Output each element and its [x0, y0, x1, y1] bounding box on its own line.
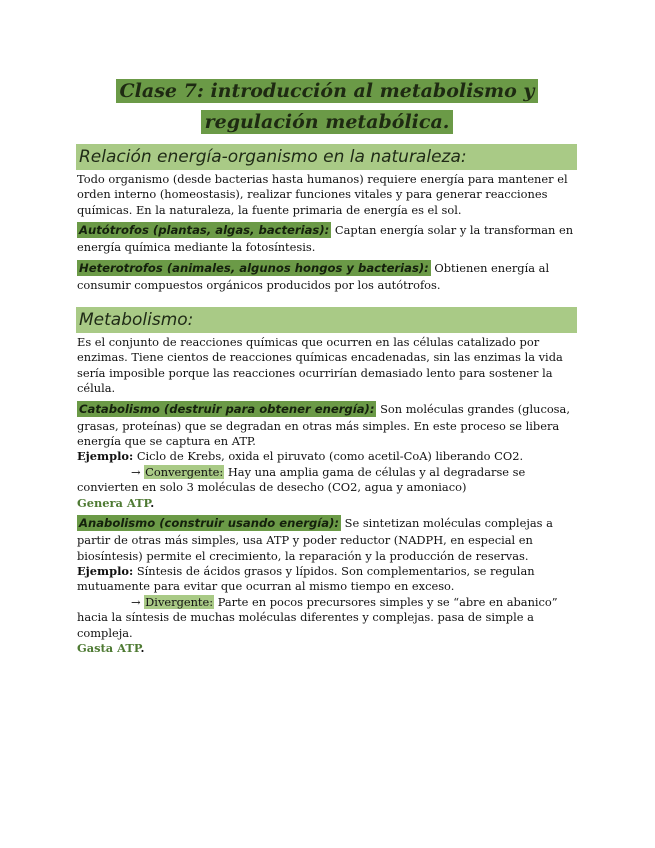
text-heterotrofos: Obtienen energía al consumir compuestos orgánicos producidos por los autótrofos.	[77, 260, 550, 292]
document-page	[77, 76, 577, 656]
term-anabolismo: Anabolismo (construir usando energía):	[79, 516, 340, 531]
section-heading-energia: Relación energía-organismo en la naturaleza:	[76, 144, 577, 170]
paragraph-energia-intro: Todo organismo (desde bacterias hasta humanos) requiere energía para mantener el orden interno (homeostasis), realizar funciones vitales y para generar reacciones químicas. En la naturaleza, la fuente primaria de energía es el sol.	[77, 172, 568, 217]
paragraph-metabolismo-intro: Es el conjunto de reacciones químicas que ocurren en las células catalizado por enzimas. Tiene cientos de reacciones químicas encadenadas, sin las enzimas la vida sería imposible porque las reacciones ocurrirían demasiado lento para sostener la célula.	[77, 335, 563, 396]
title-text: Clase 7: introducción al metabolismo y regulación metabólica.	[116, 79, 539, 134]
label-convergente: Convergente:	[145, 464, 224, 479]
paragraph-heterotrofos	[77, 259, 577, 293]
paragraph-divergente	[77, 595, 577, 641]
text-divergente: Parte en pocos precursores simples y se “abre en abanico” hacia la síntesis de muchas moléculas diferentes y complejas. pasa de simple a compleja.	[77, 594, 558, 640]
term-heterotrofos: Heterotrofos (animales, algunos hongos y bacterias):	[79, 260, 429, 275]
dot-genera-atp: .	[150, 495, 155, 510]
dot-gasta-atp: .	[140, 640, 145, 655]
text-anabolismo: Se sintetizan moléculas complejas a partir de otras más simples, usa ATP y poder reductor (NADPH, en especial en biosíntesis) permite el crecimiento, la reparación y la producción de reservas.	[77, 516, 553, 563]
paragraph-genera-atp	[77, 496, 577, 511]
label-genera-atp: Genera ATP	[77, 495, 151, 510]
page-title	[77, 76, 577, 138]
text-ejemplo-catabolismo: Ciclo de Krebs, oxida el piruvato (como acetil-CoA) liberando CO2.	[133, 449, 524, 464]
text-catabolismo: Son moléculas grandes (glucosa, grasas, proteínas) que se degradan en otras más simples. En este proceso se libera energía que se captura en ATP.	[77, 401, 570, 449]
paragraph-gasta-atp	[77, 641, 577, 656]
label-divergente: Divergente:	[145, 594, 214, 609]
label-gasta-atp: Gasta ATP	[77, 640, 141, 655]
paragraph-catabolismo-ejemplo	[77, 449, 577, 464]
paragraph-convergente	[77, 465, 577, 496]
label-ejemplo-anabolismo: Ejemplo:	[77, 563, 134, 578]
arrow-icon: →	[131, 464, 145, 479]
paragraph-anabolismo	[77, 514, 577, 564]
section-heading-metabolismo: Metabolismo:	[76, 307, 577, 333]
term-catabolismo: Catabolismo (destruir para obtener energía):	[79, 401, 375, 416]
text-autotrofos: Captan energía solar y la transforman en energía química mediante la fotosíntesis.	[77, 223, 574, 255]
paragraph-catabolismo	[77, 400, 577, 450]
label-ejemplo-catabolismo: Ejemplo:	[77, 449, 134, 464]
text-ejemplo-anabolismo: Síntesis de ácidos grasos y lípidos. Son complementarios, se regulan mutuamente para evitar que ocurran al mismo tiempo en exceso.	[77, 563, 535, 594]
term-autotrofos: Autótrofos (plantas, algas, bacterias):	[79, 223, 330, 238]
paragraph-anabolismo-ejemplo	[77, 564, 577, 595]
text-convergente: Hay una amplia gama de células y al degradarse se convierten en solo 3 moléculas de desecho (CO2, agua y amoniaco)	[77, 464, 526, 495]
paragraph-autotrofos	[77, 221, 577, 255]
arrow-icon: →	[131, 594, 145, 609]
